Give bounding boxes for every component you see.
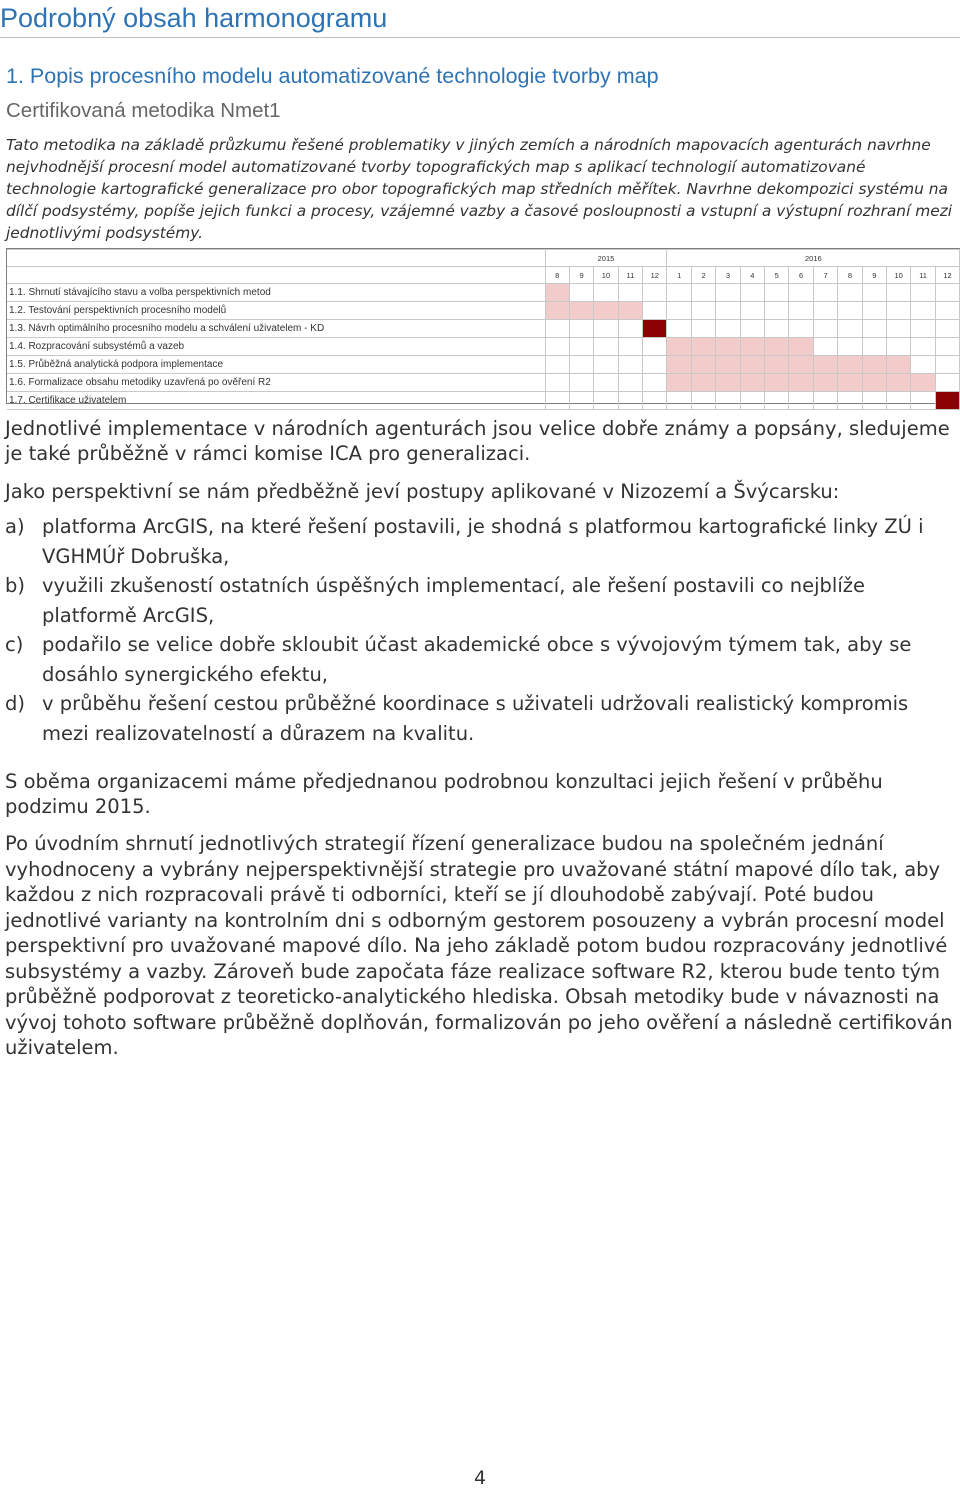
gantt-bar-cell bbox=[740, 374, 764, 392]
list-item-text: v průběhu řešení cestou průběžné koordinace s uživateli udržovali realistický kompromis mezi realizovatelností a důrazem na kvalitu. bbox=[42, 692, 909, 745]
page-heading: Podrobný obsah harmonogramu bbox=[0, 2, 960, 38]
gantt-bar-cell bbox=[569, 302, 593, 320]
month-label: 9 bbox=[862, 267, 886, 284]
month-label: 10 bbox=[594, 267, 618, 284]
gantt-bar-cell bbox=[862, 374, 886, 392]
month-label: 11 bbox=[911, 267, 935, 284]
month-label: 4 bbox=[740, 267, 764, 284]
gantt-bar-cell bbox=[545, 284, 569, 302]
gantt-bar-cell bbox=[594, 302, 618, 320]
task-label: 1.5. Průběžná analytická podpora implementace bbox=[7, 356, 545, 374]
month-label: 12 bbox=[935, 267, 959, 284]
intro-part2: Navrhne dekompozici systému na dílčí podsystémy, popíše jejich funkci a procesy, vzájemné vazby a časové posloupnosti a vstupní a výstupní rozhraní mezi jednotlivými podsystémy. bbox=[6, 180, 953, 242]
month-label: 9 bbox=[569, 267, 593, 284]
paragraph-consultation: S oběma organizacemi máme předjednanou podrobnou konzultaci jejich řešení v průběhu podzimu 2015. bbox=[5, 770, 883, 818]
gantt-table bbox=[7, 249, 960, 410]
gantt-bar-cell bbox=[618, 302, 642, 320]
list-item bbox=[5, 512, 960, 571]
gantt-bar-cell bbox=[838, 374, 862, 392]
year-label: 2015 bbox=[545, 250, 667, 267]
gantt-bar-cell bbox=[716, 374, 740, 392]
gantt-month-row bbox=[7, 267, 960, 284]
gantt-bar-cell bbox=[740, 356, 764, 374]
year-label: 2016 bbox=[667, 250, 960, 267]
intro-paragraph bbox=[6, 134, 956, 244]
gantt-bar-cell bbox=[887, 356, 911, 374]
intro-part1: Tato metodika na základě průzkumu řešené problematiky v jiných zemích a národních mapovacích agenturách navrhne nejvhodnější procesní model automatizované tvorby topografických map s aplikací technologií automatizované technologie kartografické generalizace pro obor topografických map středních měřítek. bbox=[6, 136, 931, 198]
gantt-task-row bbox=[7, 392, 960, 410]
list-item-text: platforma ArcGIS, na které řešení postavili, je shodná s platformou kartografické linky ZÚ i VGHMÚř Dobruška, bbox=[42, 515, 924, 568]
gantt-bar-cell bbox=[545, 302, 569, 320]
list-marker: d) bbox=[5, 692, 25, 715]
gantt-bar-cell bbox=[740, 338, 764, 356]
gantt-bar-cell bbox=[813, 356, 837, 374]
month-label: 10 bbox=[887, 267, 911, 284]
gantt-bar-cell bbox=[667, 338, 691, 356]
list-marker: a) bbox=[5, 515, 25, 538]
gantt-bar-cell bbox=[789, 374, 813, 392]
month-label: 2 bbox=[691, 267, 715, 284]
gantt-bar-cell bbox=[789, 338, 813, 356]
gantt-bar-cell bbox=[838, 356, 862, 374]
month-label: 5 bbox=[765, 267, 789, 284]
month-label: 7 bbox=[813, 267, 837, 284]
gantt-chart bbox=[6, 248, 960, 404]
section-title: 1. Popis procesního modelu automatizované technologie tvorby map bbox=[6, 64, 659, 88]
task-label: 1.6. Formalizace obsahu metodiky uzavřená po ověření R2 bbox=[7, 374, 545, 392]
gantt-bar-cell bbox=[911, 374, 935, 392]
gantt-task-row bbox=[7, 302, 960, 320]
page-number: 4 bbox=[473, 1467, 487, 1489]
gantt-corner bbox=[7, 250, 545, 267]
subsection-title: Certifikovaná metodika Nmet1 bbox=[6, 99, 281, 122]
month-label: 3 bbox=[716, 267, 740, 284]
gantt-milestone-cell bbox=[643, 320, 667, 338]
gantt-bar-cell bbox=[716, 338, 740, 356]
list-marker: c) bbox=[5, 633, 24, 656]
list-item bbox=[5, 689, 960, 748]
list-item bbox=[5, 571, 960, 630]
month-label: 6 bbox=[789, 267, 813, 284]
month-label: 8 bbox=[545, 267, 569, 284]
list-item bbox=[5, 630, 960, 689]
gantt-bar-cell bbox=[862, 356, 886, 374]
month-label: 11 bbox=[618, 267, 642, 284]
list-item-text: podařilo se velice dobře skloubit účast akademické obce s vývojovým týmem tak, aby se dosáhlo synergického efektu, bbox=[42, 633, 912, 686]
list-marker: b) bbox=[5, 574, 25, 597]
gantt-bar-cell bbox=[716, 356, 740, 374]
task-label: 1.7. Certifikace uživatelem bbox=[7, 392, 545, 410]
gantt-bar-cell bbox=[691, 374, 715, 392]
gantt-bar-cell bbox=[691, 338, 715, 356]
gantt-corner bbox=[7, 267, 545, 284]
gantt-bar-cell bbox=[789, 356, 813, 374]
paragraph-strategy: Po úvodním shrnutí jednotlivých strategií řízení generalizace budou na společném jednání vyhodnoceny a vybrány nejperspektivnější strategie pro uvažované státní mapové dílo tak, aby každou z nich rozpracovali právě ti odborníci, kteří se jí dlouhodobě zabývají. Poté budou jednotlivé varianty na kontrolním dni s odborným gestorem posouzeny a vybrán procesní model perspektivní pro uvažované mapové dílo. Na jeho základě potom budou rozpracovány jednotlivé subsystémy a vazby. Zároveň bude započata fáze realizace software R2, kterou bude tento tým průběžně podporovat z teoreticko-analytického hlediska. Obsah metodiky bude v návaznosti na vývoj tohoto software průběžně doplňován, formalizován po jeho ověření a následně certifikován uživatelem. bbox=[5, 832, 953, 1059]
gantt-task-row bbox=[7, 374, 960, 392]
gantt-bar-cell bbox=[765, 338, 789, 356]
gantt-bar-cell bbox=[765, 374, 789, 392]
month-label: 8 bbox=[838, 267, 862, 284]
gantt-bar-cell bbox=[691, 356, 715, 374]
list-item-text: využili zkušeností ostatních úspěšných implementací, ale řešení postavili co nejblíže platformě ArcGIS, bbox=[42, 574, 865, 627]
task-label: 1.3. Návrh optimálního procesního modelu a schválení uživatelem - KD bbox=[7, 320, 545, 338]
paragraph-perspective: Jako perspektivní se nám předběžně jeví postupy aplikované v Nizozemí a Švýcarsku: bbox=[5, 480, 840, 503]
gantt-bar-cell bbox=[887, 374, 911, 392]
gantt-task-row bbox=[7, 338, 960, 356]
gantt-year-row bbox=[7, 250, 960, 267]
gantt-bar-cell bbox=[667, 356, 691, 374]
paragraph-implementations: Jednotlivé implementace v národních agenturách jsou velice dobře známy a popsány, sledujeme je také průběžně v rámci komise ICA pro generalizaci. bbox=[5, 417, 950, 465]
gantt-task-row bbox=[7, 356, 960, 374]
month-label: 12 bbox=[643, 267, 667, 284]
gantt-milestone-cell bbox=[935, 392, 959, 410]
gantt-task-row bbox=[7, 284, 960, 302]
advantages-list bbox=[5, 512, 960, 748]
gantt-bar-cell bbox=[667, 374, 691, 392]
task-label: 1.1. Shrnutí stávajícího stavu a volba perspektivních metod bbox=[7, 284, 545, 302]
gantt-bar-cell bbox=[813, 374, 837, 392]
gantt-task-row bbox=[7, 320, 960, 338]
gantt-bar-cell bbox=[765, 356, 789, 374]
task-label: 1.2. Testování perspektivních procesního modelů bbox=[7, 302, 545, 320]
month-label: 1 bbox=[667, 267, 691, 284]
task-label: 1.4. Rozpracování subsystémů a vazeb bbox=[7, 338, 545, 356]
